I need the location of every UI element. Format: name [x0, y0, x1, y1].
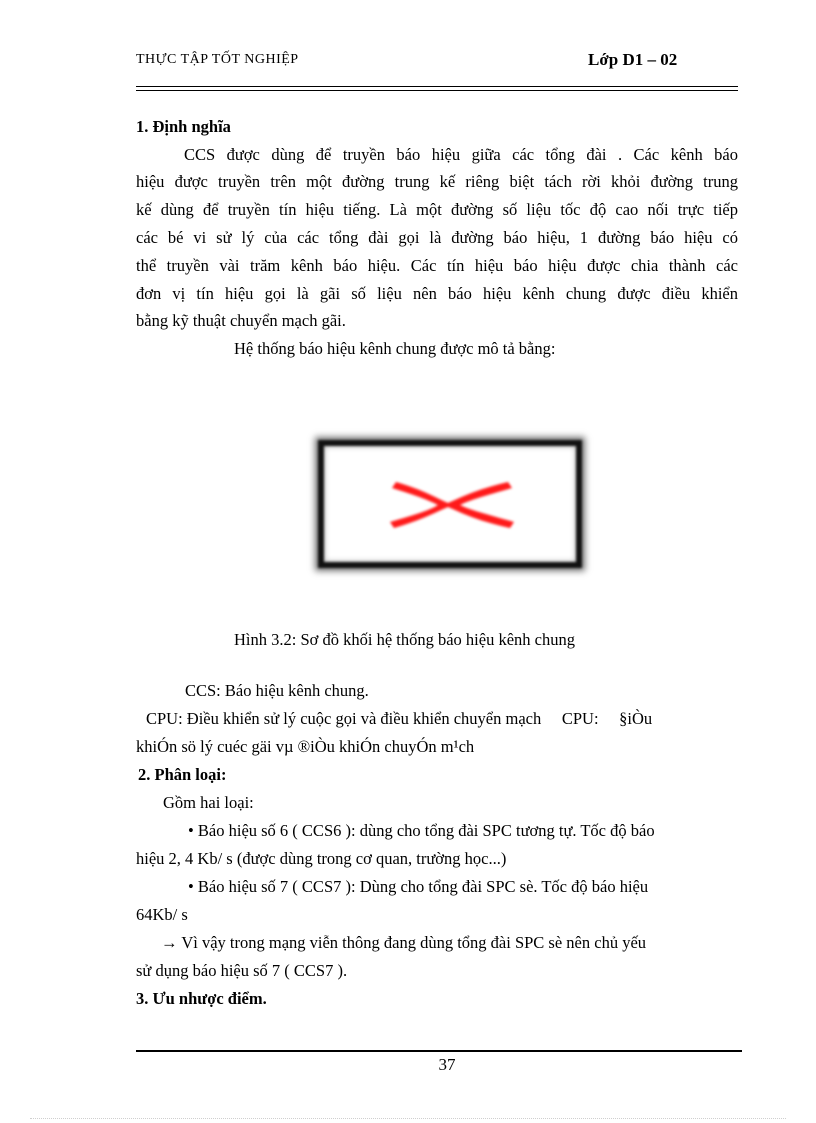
- figure-intro: Hệ thống báo hiệu kênh chung được mô tả bằng:: [234, 339, 556, 358]
- list-item-ccs6-cont: hiệu 2, 4 Kb/ s (được dùng trong cơ quan, trường học...): [136, 849, 507, 868]
- header-title: THỰC TẬP TỐT NGHIỆP: [136, 52, 299, 67]
- section-heading-pros-cons: 3. Ưu nhược điểm.: [136, 989, 267, 1008]
- page-number: 37: [438, 1055, 456, 1074]
- section-heading-definition: 1. Định nghĩa: [136, 117, 231, 136]
- paragraph-line: kế dùng để truyền tín hiệu tiếng. Là một đường số liệu tốc độ cao nối trực tiếp: [136, 200, 738, 219]
- paragraph-line: các bé vi sử lý của các tổng đài gọi là đường báo hiệu, 1 đường báo hiệu có: [136, 228, 738, 247]
- conclusion-line: sử dụng báo hiệu số 7 ( CCS7 ).: [136, 961, 348, 980]
- definition-cpu-garbled: khiÓn sö lý cuéc gäi vµ ®iÒu khiÓn chuyÓn m¹ch: [136, 737, 475, 756]
- broken-image-icon: [318, 440, 582, 568]
- header-rule-top: [136, 86, 738, 87]
- header-class: Lớp D1 – 02: [588, 50, 678, 69]
- list-item-ccs6: • Báo hiệu số 6 ( CCS6 ): dùng cho tổng đài SPC tương tự. Tốc độ báo: [188, 821, 655, 840]
- paragraph-line: hiệu được truyền trên một đường trung kế riêng biệt tách rời khỏi đường trung: [136, 172, 738, 191]
- figure-caption: Hình 3.2: Sơ đồ khối hệ thống báo hiệu kênh chung: [234, 630, 575, 649]
- paragraph-line: bằng kỹ thuật chuyển mạch gãi.: [136, 311, 346, 330]
- footer-rule: [136, 1050, 742, 1052]
- paragraph-line: đơn vị tín hiệu gọi là gãi số liệu nên báo hiệu kênh chung được điều khiển: [136, 284, 738, 303]
- paragraph-line: CCS được dùng để truyền báo hiệu giữa các tổng đài . Các kênh báo: [184, 145, 738, 164]
- section-heading-classification: 2. Phân loại:: [138, 765, 227, 784]
- paragraph-line: thể truyền vài trăm kênh báo hiệu. Các tín hiệu báo hiệu được chia thành các: [136, 256, 738, 275]
- conclusion-line: → Vì vậy trong mạng viễn thông đang dùng tổng đài SPC sè nên chủ yếu: [161, 933, 647, 952]
- page-edge-divider: [30, 1118, 786, 1119]
- header-rule-bottom: [136, 90, 738, 91]
- definition-cpu: CPU: Điều khiển sử lý cuộc gọi và điều khiển chuyển mạch CPU: §iÒu: [146, 709, 653, 728]
- definition-ccs: CCS: Báo hiệu kênh chung.: [185, 681, 369, 700]
- list-item-ccs7: • Báo hiệu số 7 ( CCS7 ): Dùng cho tổng đài SPC sè. Tốc độ báo hiệu: [188, 877, 649, 896]
- red-x-icon: [324, 446, 576, 562]
- list-item-ccs7-cont: 64Kb/ s: [136, 905, 188, 924]
- classification-intro: Gồm hai loại:: [163, 793, 254, 812]
